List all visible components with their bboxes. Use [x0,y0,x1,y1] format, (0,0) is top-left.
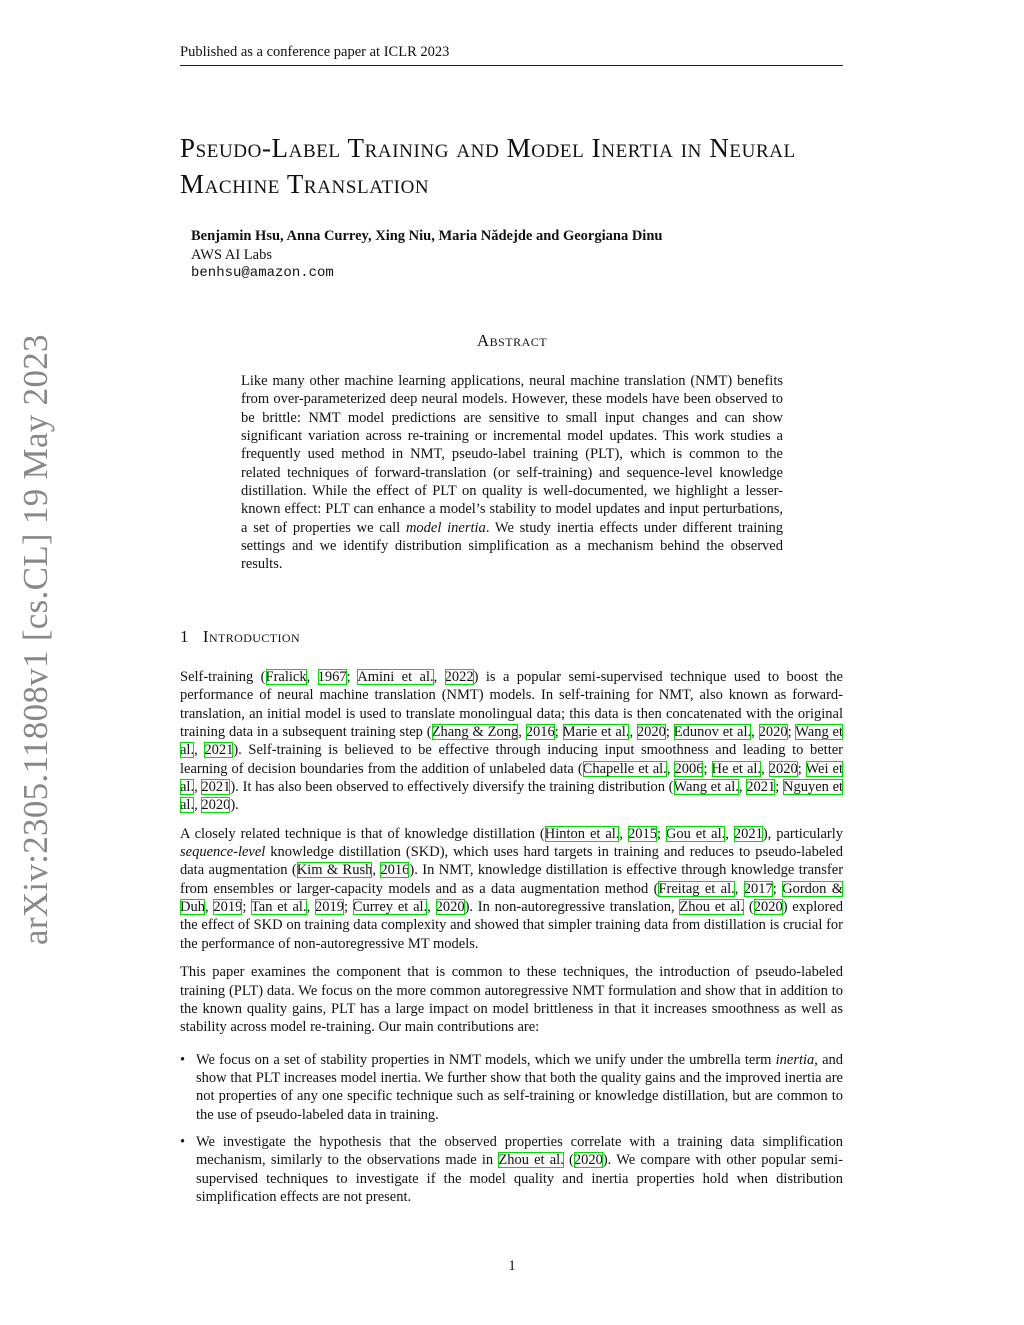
text-run: , [629,724,637,741]
citation-link[interactable]: 2016 [380,862,410,879]
text-run: ) explored the effect of SKD on training data complexity and showed that simpler training data from distillation is crucial for the performance of non-autoregressive MT models. [180,899,844,952]
citation-link[interactable]: 2020 [201,797,231,814]
text-run: , [372,862,381,879]
affiliation: AWS AI Labs [191,246,272,263]
text-run: , [725,825,734,842]
text-run: ). In non-autoregressive translation, [464,899,680,916]
text-run: , [751,724,759,741]
text-run: ). In NMT, knowledge distillation is effective through knowledge transfer from ensembles or larger-capacity models and as a data augmentation method ( [180,862,844,897]
citation-link[interactable]: He et al. [711,760,762,777]
text-run: ). Self-training is believed to be effective through inducing input smoothness and leading to better learning of decision boundaries from the addition of unlabeled data ( [180,742,843,777]
citation-link[interactable]: Wang et al. [673,779,739,796]
text-run: , [194,797,202,814]
text-run: ( [563,1152,574,1169]
text-run: ; [242,899,251,916]
text-run: Self-training ( [180,669,266,685]
citation-link[interactable]: Tan et al. [250,899,307,916]
citation-link[interactable]: 2021 [746,779,776,796]
citation-link[interactable]: Amini et al. [357,669,434,685]
text-run: ). We compare with other popular semi-supervised techniques to investigate if the model quality and inertia properties hold when distribution simplification effects are not present. [196,1152,843,1205]
text-run: , [619,825,628,842]
text-run: ; [703,760,712,777]
text-run: ), particularly [762,825,844,842]
citation-link[interactable]: Fralick [265,669,307,685]
text-run: , [204,899,214,916]
section-title: Introduction [202,627,301,646]
text-run: knowledge distillation (SKD), which uses hard targets in training and reduces to pseudo-labeled data augmentation ( [180,844,843,879]
text-run: ; [787,724,796,741]
citation-link[interactable]: Freitag et al. [658,880,735,897]
text-run: ) is a popular semi-supervised technique used to boost the performance of neural machine translation (NMT) models. In self-training for NMT, also known as forward-translation, an initial model is used to translate monolingual data; this data is then concatenated with the original training data in a subsequent training step ( [180,669,843,741]
citation-link[interactable]: 2019 [213,899,243,916]
text-run: We investigate the hypothesis that the observed properties correlate with a training data simplification mechanism, similarly to the observations made in [196,1133,843,1169]
citation-link[interactable]: Kim & Rush [296,862,373,879]
citation-link[interactable]: 2022 [444,669,474,685]
text-run: , and show that PLT increases model inertia. We further show that both the quality gains and the improved inertia are not properties of any one specific technique such as self-training or knowledge distillation, but are common to the use of pseudo-labeled data in training. [196,1051,844,1123]
citation-link[interactable]: 2020 [768,760,798,777]
text-run: ). [230,797,239,814]
paper-title: Pseudo-Label Training and Model Inertia in Neural Machine Translation [180,133,796,199]
citation-link[interactable]: 2016 [525,724,555,741]
emphasis-text: model inertia [405,519,486,536]
text-run: ; [665,724,674,741]
emphasis-text: sequence-level [180,844,266,861]
list-item [196,1133,843,1206]
author-block [191,227,662,283]
text-run: ; [343,899,353,916]
citation-link[interactable]: Zhou et al. [679,899,745,916]
citation-link[interactable]: 2021 [204,742,234,759]
citation-link[interactable]: 2020 [573,1152,603,1169]
text-run: ; [772,880,783,897]
text-run: , [306,669,318,685]
text-run: A closely related technique is that of knowledge distillation ( [180,825,545,842]
text-run: , [427,899,436,916]
citation-link[interactable]: Gordon & Duh [180,880,844,916]
text-run: We focus on a set of stability properties in NMT models, which we unify under the umbrella term [196,1051,776,1068]
paragraph [180,825,843,953]
page-number: 1 [508,1258,516,1274]
text-run: ). It has also been observed to effectively diversify the training distribution ( [230,779,674,796]
text-run: , [306,899,315,916]
citation-link[interactable]: 2020 [753,899,783,916]
arxiv-stamp: arXiv:2305.11808v1 [cs.CL] 19 May 2023 [16,334,55,945]
citation-link[interactable]: 2020 [435,899,465,916]
section-heading [180,627,300,647]
text-run: , [518,724,526,741]
citation-link[interactable]: 2017 [743,880,773,897]
running-header: Published as a conference paper at ICLR 2023 [180,44,843,66]
citation-link[interactable]: 2015 [627,825,657,842]
citation-link[interactable]: 2020 [636,724,666,741]
abstract-text [241,372,783,574]
text-run: , [194,779,202,796]
paragraph [180,963,843,1036]
text-run: ; [554,724,563,741]
emphasis-text: inertia [775,1051,815,1068]
abstract-heading: Abstract [476,331,548,350]
author-email[interactable]: benhsu@amazon.com [191,265,334,281]
text-run: , [734,880,744,897]
author-names: Benjamin Hsu, Anna Currey, Xing Niu, Maria Nădejde and Georgiana Dinu [191,228,663,244]
text-run: , [738,779,747,796]
list-item [196,1051,843,1124]
text-run: . We study inertia effects under different training settings and we identify distribution simplification as a mechanism behind the observed results. [241,519,784,573]
text-run: ; [656,825,666,842]
text-run: Like many other machine learning applications, neural machine translation (NMT) benefits from over-parameterized deep neural models. However, these models have been observed to be brittle: NMT model predictions are sensitive to small input changes and can show significant variation across re-training or incremental model updates. This work studies a frequently used method in NMT, pseudo-label training (PLT), which is common to the related techniques of forward-translation (or self-training) and sequence-level knowledge distillation. While the effect of PLT on quality is well-documented, we highlight a lesser-known effect: PLT can enhance a model’s stability to model updates and input perturbations, a set of properties we call [241,373,783,536]
citation-link[interactable]: Wei et al. [180,760,843,796]
text-run: This paper examines the component that is common to these techniques, the introduction of pseudo-labeled training (PLT) data. We focus on the more common autoregressive NMT formulation and show that in addition to the known quality gains, PLT has a large impact on model brittleness in that it increases smoothness as well as stability across model re-training. Our main contributions are: [180,964,843,1036]
citation-link[interactable]: Chapelle et al. [582,760,667,777]
citation-link[interactable]: Currey et al. [352,899,428,916]
text-run: , [433,669,445,685]
text-run: ; [775,779,783,796]
citation-link[interactable]: Zhou et al. [498,1152,564,1169]
text-run: ; [797,760,806,777]
citation-link[interactable]: 2021 [201,779,231,796]
text-run: ( [744,899,754,916]
citation-link[interactable]: 1967 [317,669,347,685]
citation-link[interactable]: 2021 [733,825,763,842]
text-run: , [666,760,675,777]
citation-link[interactable]: Edunov et al. [673,724,752,741]
citation-link[interactable]: Gou et al. [665,825,726,842]
contributions-list [180,1051,843,1207]
text-run: , [761,760,769,777]
citation-link[interactable]: 2019 [314,899,344,916]
citation-link[interactable]: Nguyen et al. [180,779,844,814]
paragraph [180,668,843,815]
section-number: 1 [180,627,189,646]
citation-link[interactable]: Zhang & Zong [431,724,519,741]
citation-link[interactable]: 2020 [758,724,788,741]
body-text [180,668,843,1215]
citation-link[interactable]: 2006 [674,760,704,777]
citation-link[interactable]: Hinton et al. [544,825,620,842]
citation-link[interactable]: Wang et al. [180,724,844,759]
citation-link[interactable]: Marie et al. [562,724,630,741]
text-run: ; [346,669,358,685]
text-run: , [194,742,205,759]
